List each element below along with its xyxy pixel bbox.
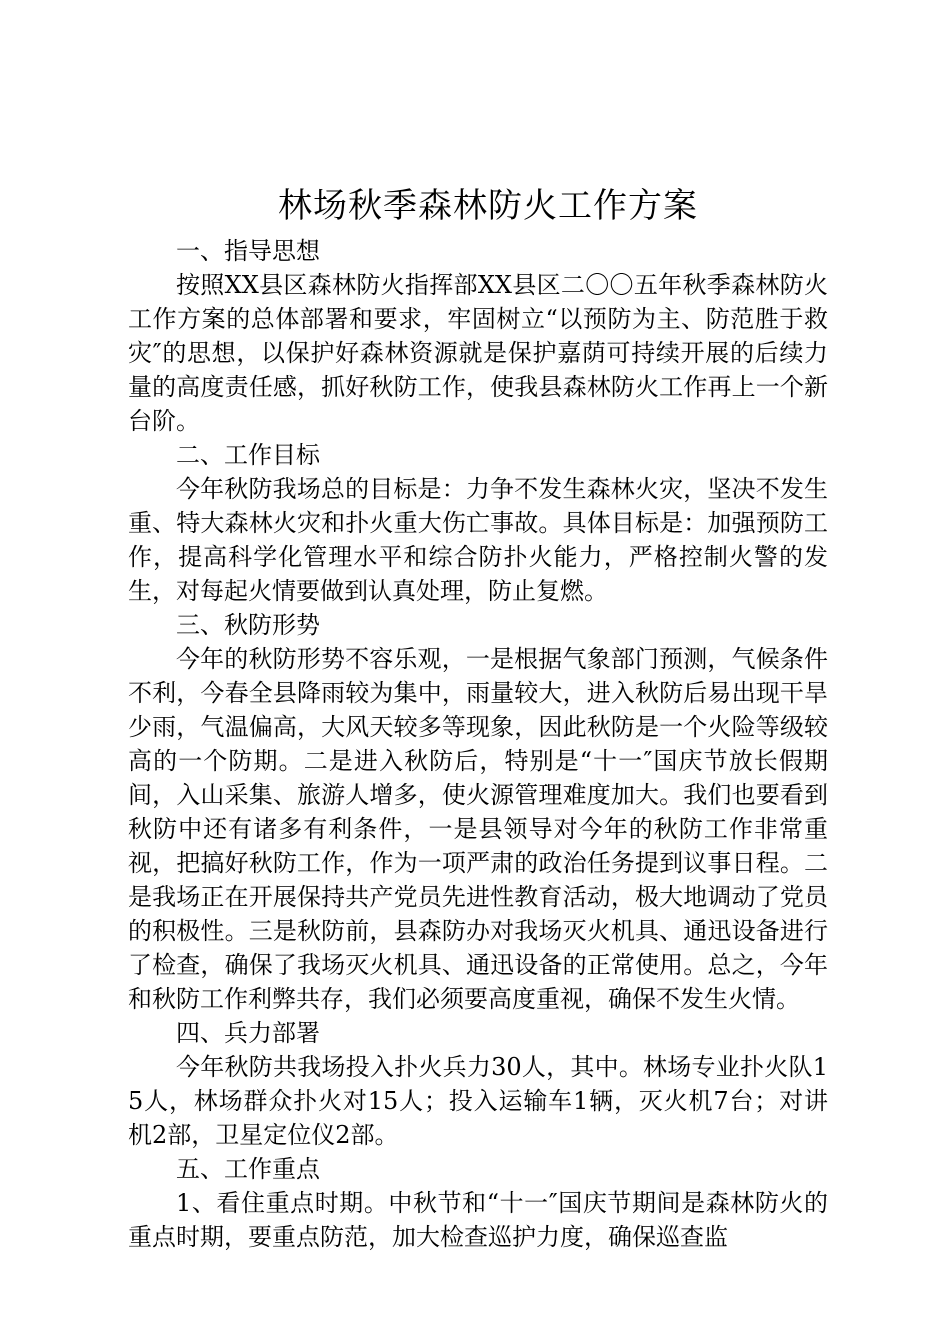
section-paragraph: 今年秋防共我场投入扑火兵力30人，其中。林场专业扑火队15人，林场群众扑火对15人；投入运输车1辆，灭火机7台；对讲机2部，卫星定位仪2部。 <box>128 1053 828 1149</box>
document-body <box>128 184 828 1254</box>
section-paragraph: 按照XX县区森林防火指挥部XX县区二〇〇五年秋季森林防火工作方案的总体部署和要求，牢固树立“以预防为主、防范胜于救灾″的思想，以保护好森林资源就是保护嘉荫可持续开展的后续力量的高度责任感，抓好秋防工作，使我县森林防火工作再上一个新台阶。 <box>128 271 828 435</box>
section-work-goals <box>128 438 828 608</box>
section-guiding-ideology <box>128 234 828 438</box>
section-paragraph: 今年的秋防形势不容乐观，一是根据气象部门预测，气候条件不利，今春全县降雨较为集中，雨量较大，进入秋防后易出现干旱少雨，气温偏高，大风天较多等现象，因此秋防是一个火险等级较高的一个防期。二是进入秋防后，特别是“十一″国庆节放长假期间，入山采集、旅游人增多，使火源管理难度加大。我们也要看到秋防中还有诸多有利条件，一是县领导对今年的秋防工作非常重视，把搞好秋防工作，作为一项严肃的政治任务提到议事日程。二是我场正在开展保持共产党员先进性教育活动，极大地调动了党员的积极性。三是秋防前，县森防办对我场灭火机具、通迅设备进行了检查，确保了我场灭火机具、通迅设备的正常使用。总之，今年和秋防工作利弊共存，我们必须要高度重视，确保不发生火情。 <box>128 645 828 1013</box>
section-heading: 二、工作目标 <box>176 441 320 469</box>
document-title: 林场秋季森林防火工作方案 <box>278 186 698 226</box>
section-work-priorities <box>128 1152 828 1254</box>
section-heading: 五、工作重点 <box>176 1155 320 1183</box>
section-paragraph: 1、看住重点时期。中秋节和“十一″国庆节期间是森林防火的重点时期，要重点防范，加大检查巡护力度，确保巡查监 <box>128 1189 828 1251</box>
section-heading: 一、指导思想 <box>176 237 320 265</box>
section-force-deployment <box>128 1016 828 1152</box>
section-heading: 四、兵力部署 <box>176 1019 320 1047</box>
section-heading: 三、秋防形势 <box>176 611 320 639</box>
section-paragraph: 今年秋防我场总的目标是：力争不发生森林火灾，坚决不发生重、特大森林火灾和扑火重大伤亡事故。具体目标是：加强预防工作，提高科学化管理水平和综合防扑火能力，严格控制火警的发生，对每起火情要做到认真处理，防止复燃。 <box>128 475 828 605</box>
section-autumn-situation <box>128 608 828 1016</box>
